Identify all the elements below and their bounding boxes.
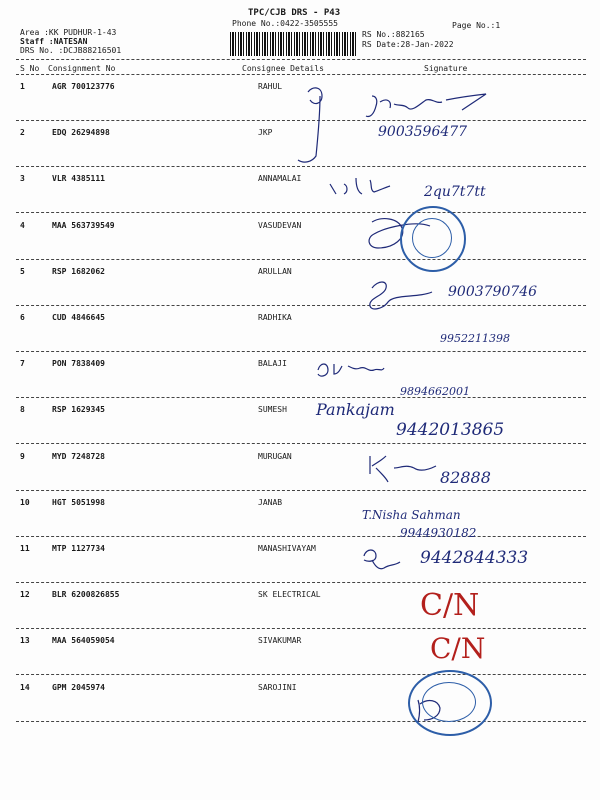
row-sno: 6	[20, 313, 25, 322]
phone-number: Phone No.:0422-3505555	[232, 19, 338, 28]
column-consignee: Consignee Details	[242, 64, 324, 73]
row-consignee-name: SK ELECTRICAL	[258, 590, 321, 600]
row-sno: 12	[20, 590, 30, 600]
signature-r3	[330, 178, 390, 194]
row-consignee-name: SIVAKUMAR	[258, 636, 302, 646]
signature-r5-number: 9003790746	[448, 284, 538, 300]
column-signature: Signature	[424, 64, 468, 73]
signature-r10-name: T.Nisha Sahman	[362, 508, 461, 522]
row-consignee-name: BALAJI	[258, 359, 287, 369]
signature-r3-number: 2qu7t7tt	[424, 184, 486, 200]
row-sno: 4	[20, 220, 25, 230]
row-consignment-no: MTP 1127734	[52, 544, 105, 553]
row-consignment-no: RSP 1629345	[52, 405, 105, 415]
signature-r7-number: 9894662001	[400, 385, 470, 398]
row-consignment-no: EDQ 26294898	[52, 128, 110, 138]
row-consignment-no: AGR 700123776	[52, 82, 115, 91]
column-sno: S No	[20, 64, 40, 73]
document-title: TPC/CJB DRS - P43	[248, 8, 341, 18]
rs-number: RS No.:882165	[362, 30, 425, 39]
row-sno: 9	[20, 451, 25, 461]
row-consignment-no: VLR 4385111	[52, 174, 105, 184]
signature-r11	[364, 550, 400, 569]
row-sno: 8	[20, 405, 25, 415]
signature-r9-number: 82888	[440, 468, 491, 487]
row-consignment-no: PON 7838409	[52, 359, 105, 369]
row-consignee-name: JANAB	[258, 497, 283, 507]
row-consignee-name: VASUDEVAN	[258, 220, 302, 230]
signature-r5	[370, 282, 432, 309]
stamp-inner-r4	[412, 218, 452, 258]
staff-label: Staff :NATESAN	[20, 37, 88, 46]
row-consignee-name: ANNAMALAI	[258, 174, 302, 184]
row-sno: 13	[20, 636, 30, 646]
signature-r7	[318, 364, 384, 376]
signature-r10-number: 9944930182	[400, 526, 477, 540]
column-consignment: Consignment No	[48, 64, 116, 73]
row-consignee-name: RAHUL	[258, 82, 283, 91]
signature-r8-name: Pankajam	[316, 400, 395, 419]
signature-r9	[370, 456, 436, 482]
row-sno: 3	[20, 174, 25, 184]
signature-r11-number: 9442844333	[420, 548, 529, 568]
row-consignment-no: GPM 2045974	[52, 682, 105, 692]
area-label: Area :KK PUDHUR-1-43	[20, 28, 117, 37]
row-consignee-name: MANASHIVAYAM	[258, 544, 316, 553]
row-consignment-no: MAA 564059054	[52, 636, 115, 646]
signature-scribble-r1	[298, 88, 322, 162]
row-consignee-name: ARULLAN	[258, 266, 292, 276]
page-number: Page No.:1	[452, 21, 501, 30]
row-consignment-no: MAA 563739549	[52, 220, 115, 230]
row-sno: 5	[20, 266, 25, 276]
row-consignee-name: SAROJINI	[258, 682, 297, 692]
row-sno: 7	[20, 359, 25, 369]
row-sno: 11	[20, 544, 30, 553]
row-consignment-no: MYD 7248728	[52, 451, 105, 461]
row-consignee-name: MURUGAN	[258, 451, 292, 461]
signature-r8-number: 9442013865	[396, 420, 505, 440]
row-consignment-no: HGT 5051998	[52, 497, 105, 507]
drs-number: DRS No. :DCJB88216501	[20, 46, 122, 55]
row-consignment-no: BLR 6200826855	[52, 590, 120, 600]
rs-date: RS Date:28-Jan-2022	[362, 40, 454, 49]
cn-mark-r13: C/N	[430, 632, 486, 665]
row-consignee-name: RADHIKA	[258, 313, 292, 322]
row-consignment-no: RSP 1682062	[52, 266, 105, 276]
signature-r1	[366, 94, 486, 117]
row-consignee-name: JKP	[258, 128, 273, 138]
row-sno: 1	[20, 82, 25, 91]
signature-r2: 9003596477	[378, 124, 468, 140]
row-consignment-no: CUD 4846645	[52, 313, 105, 322]
row-sno: 2	[20, 128, 25, 138]
row-sno: 10	[20, 497, 30, 507]
stamp-inner-r14	[422, 682, 476, 722]
cn-mark-r12: C/N	[420, 588, 480, 623]
signature-r6: 9952211398	[440, 332, 510, 345]
row-consignee-name: SUMESH	[258, 405, 287, 415]
row-sno: 14	[20, 682, 30, 692]
